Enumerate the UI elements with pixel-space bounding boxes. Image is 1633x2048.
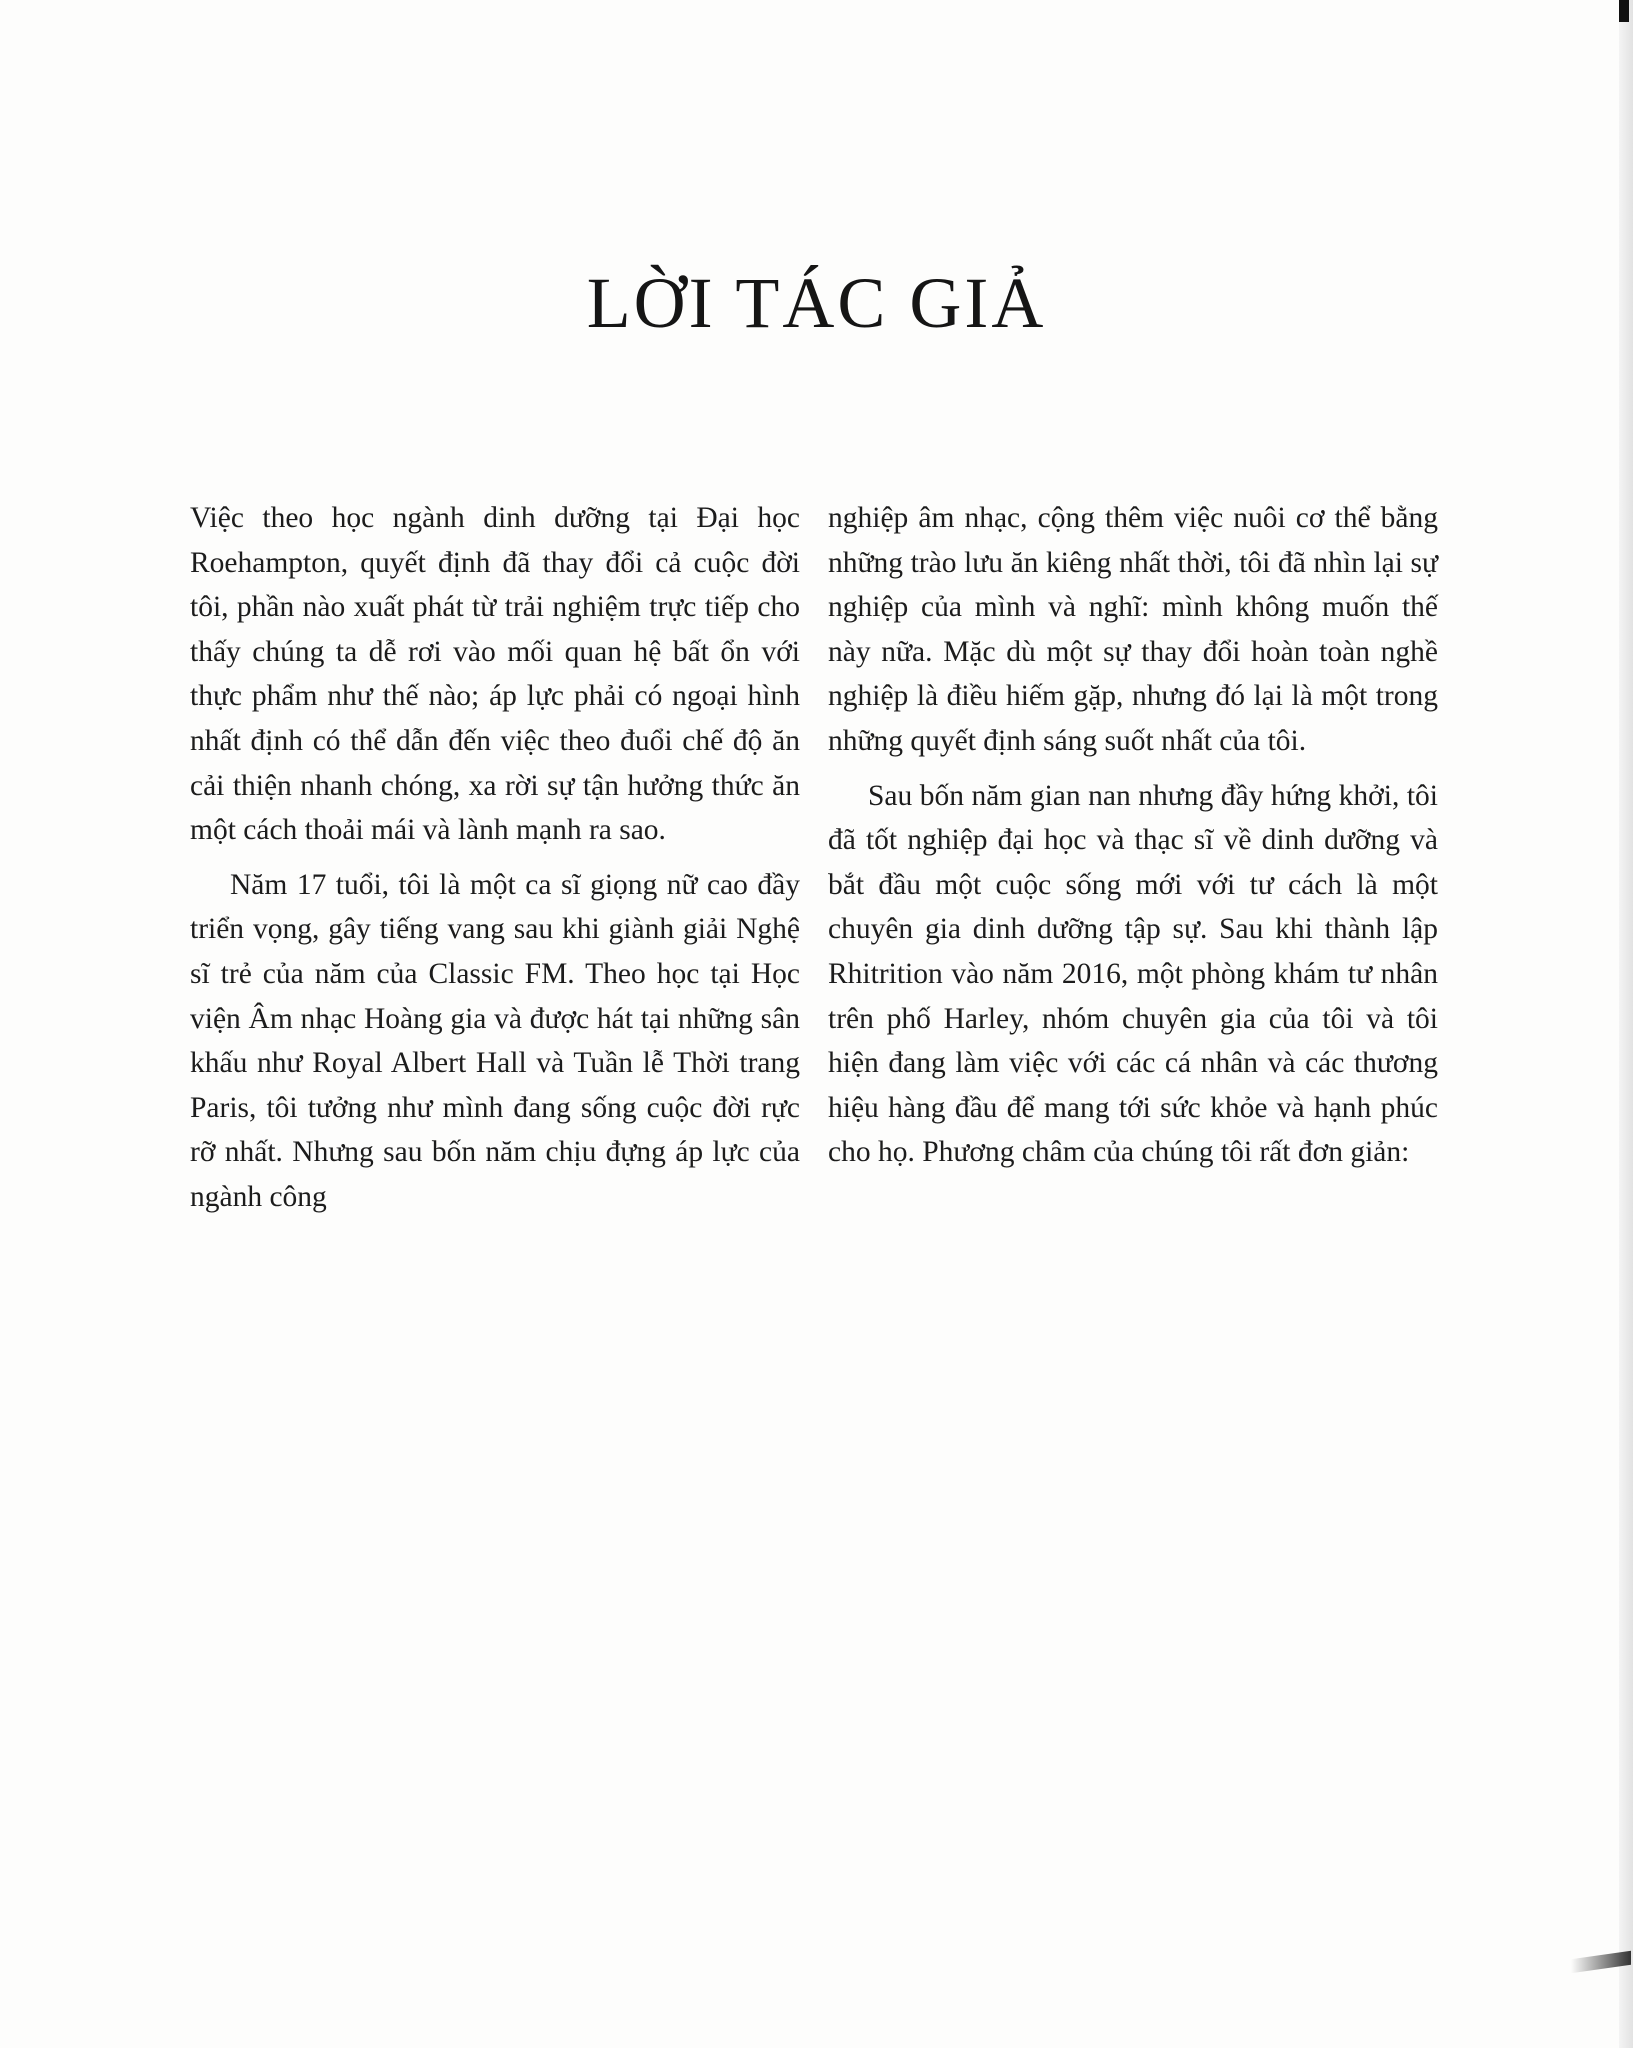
paragraph: nghiệp âm nhạc, cộng thêm việc nuôi cơ thể bằng những trào lưu ăn kiêng nhất thời, tôi đã nhìn lại sự nghiệp của mình và nghĩ: mình không muốn thế này nữa. Mặc dù một sự thay đổi hoàn toàn nghề nghiệp là điều hiếm gặp, nhưng đó lại là một trong những quyết định sáng suốt nhất của tôi. <box>828 502 1438 757</box>
page-edge-shadow <box>1619 0 1633 2048</box>
left-text-column <box>190 496 800 1230</box>
right-text-column <box>828 496 1438 1185</box>
paragraph: Việc theo học ngành dinh dưỡng tại Đại học Roehampton, quyết định đã thay đổi cả cuộc đời tôi, phần nào xuất phát từ trải nghiệm trực tiếp cho thấy chúng ta dễ rơi vào mối quan hệ bất ổn với thực phẩm như thế nào; áp lực phải có ngoại hình nhất định có thể dẫn đến việc theo đuổi chế độ ăn cải thiện nhanh chóng, xa rời sự tận hưởng thức ăn một cách thoải mái và lành mạnh ra sao. <box>190 502 800 847</box>
paragraph: Năm 17 tuổi, tôi là một ca sĩ giọng nữ cao đầy triển vọng, gây tiếng vang sau khi giành giải Nghệ sĩ trẻ của năm của Classic FM. Theo học tại Học viện Âm nhạc Hoàng gia và được hát tại những sân khấu như Royal Albert Hall và Tuần lễ Thời trang Paris, tôi tưởng như mình đang sống cuộc đời rực rỡ nhất. Nhưng sau bốn năm chịu đựng áp lực của ngành công <box>190 868 800 1213</box>
page-title: LỜI TÁC GIẢ <box>586 263 1047 343</box>
scan-corner-mark <box>1619 0 1629 22</box>
paragraph: Sau bốn năm gian nan nhưng đầy hứng khởi, tôi đã tốt nghiệp đại học và thạc sĩ về dinh dưỡng và bắt đầu một cuộc sống mới với tư cách là một chuyên gia dinh dưỡng tập sự. Sau khi thành lập Rhitrition vào năm 2016, một phòng khám tư nhân trên phố Harley, nhóm chuyên gia của tôi và tôi hiện đang làm việc với các cá nhân và các thương hiệu hàng đầu để mang tới sức khỏe và hạnh phúc cho họ. Phương châm của chúng tôi rất đơn giản: <box>828 779 1438 1169</box>
